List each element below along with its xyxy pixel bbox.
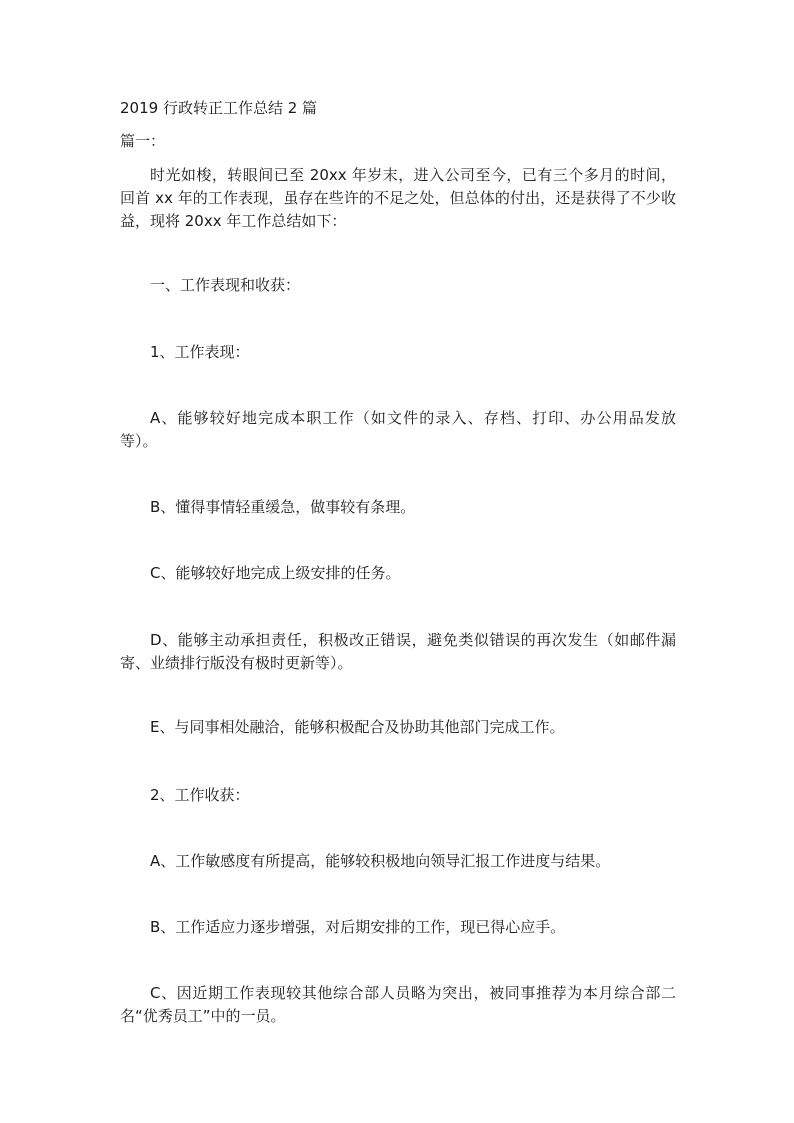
subsection-heading-gains: 2、工作收获： xyxy=(150,786,250,804)
gain-item: C、因近期工作表现较其他综合部人员略为突出，被同事推荐为本月综合部二名“优秀员工”中的一员。 xyxy=(120,984,676,1025)
section-heading: 一、工作表现和收获： xyxy=(150,276,301,294)
performance-item: A、能够较好地完成本职工作（如文件的录入、存档、打印、办公用品发放等）。 xyxy=(120,409,676,450)
document-title: 2019 行政转正工作总结 2 篇 xyxy=(120,99,318,117)
gain-item: A、工作敏感度有所提高，能够较积极地向领导汇报工作进度与结果。 xyxy=(150,852,611,870)
subsection-heading-performance: 1、工作表现： xyxy=(150,343,250,361)
performance-item: B、懂得事情轻重缓急，做事较有条理。 xyxy=(150,498,416,516)
intro-paragraph: 时光如梭，转眼间已至 20xx 年岁末，进入公司至今，已有三个多月的时间，回首 xx 年的工作表现，虽存在些许的不足之处，但总体的付出，还是获得了不少收益，现将 20xx 年工作总结如下： xyxy=(120,166,676,230)
performance-item: D、能够主动承担责任，积极改正错误，避免类似错误的再次发生（如邮件漏寄、业绩排行版没有极时更新等）。 xyxy=(120,631,676,672)
performance-item: C、能够较好地完成上级安排的任务。 xyxy=(150,564,401,582)
performance-item: E、与同事相处融洽，能够积极配合及协助其他部门完成工作。 xyxy=(150,718,565,736)
gain-item: B、工作适应力逐步增强，对后期安排的工作，现已得心应手。 xyxy=(150,918,566,936)
part-label: 篇一： xyxy=(120,132,166,150)
